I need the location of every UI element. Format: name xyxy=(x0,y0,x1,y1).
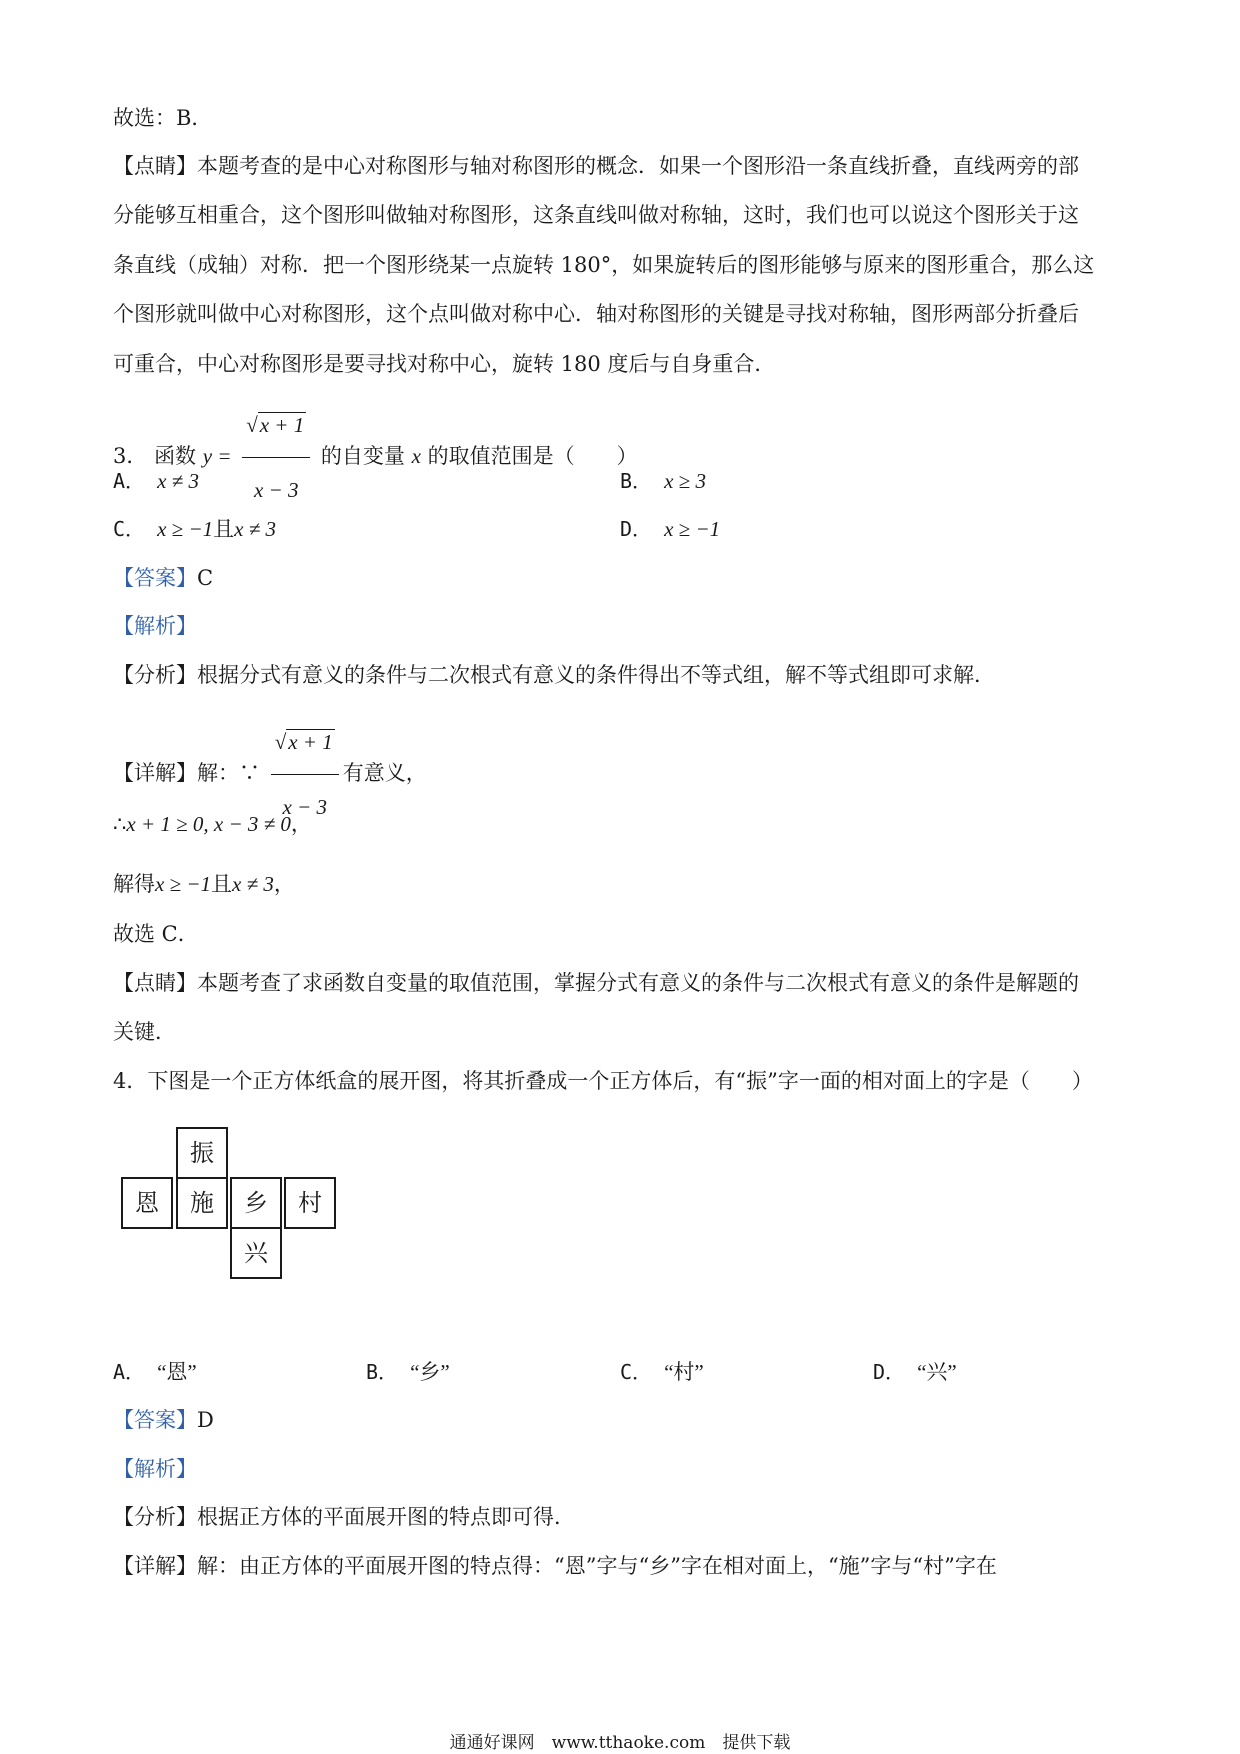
q3-option-d: D． x ≥ −1 xyxy=(620,517,721,541)
q3-step-2: 解得x ≥ −1且x ≠ 3， xyxy=(113,872,295,896)
q3-answer: 【答案】C xyxy=(113,566,214,590)
q3-analysis-tag: 【解析】 xyxy=(113,614,197,638)
question-number: 3． xyxy=(113,444,148,468)
q2-comment-line-3: 条直线（成轴）对称．把一个图形绕某一点旋转 180°，如果旋转后的图形能够与原来的图形重合，那么这 xyxy=(113,253,1095,277)
function-fraction: $\frac{√x + 1}{x - 3}$ xyxy=(242,395,310,520)
page-footer: 通通好课网 www.tthaoke.com 提供下载 xyxy=(449,1733,791,1753)
answer-tag: 【答案】 xyxy=(113,1408,197,1432)
q3-detail: 【详解】解：∵ $\frac{√x + 1}{x - 3}$ 有意义， xyxy=(113,712,427,837)
q4-answer: 【答案】D xyxy=(113,1408,214,1432)
q3-fenxi: 【分析】根据分式有意义的条件与二次根式有意义的条件得出不等式组，解不等式组即可求解． xyxy=(113,663,995,687)
q3-comment-line-1: 【点睛】本题考查了求函数自变量的取值范围，掌握分式有意义的条件与二次根式有意义的条件是解题的 xyxy=(113,971,1079,995)
q3-conclusion: 故选 C． xyxy=(113,922,199,946)
net-face-row-3: 乡 xyxy=(230,1177,282,1229)
detail-fraction: $\frac{√x + 1}{x - 3}$ xyxy=(271,712,339,837)
q4-option-b: B． “乡” xyxy=(366,1360,450,1384)
net-face-top: 振 xyxy=(176,1127,228,1179)
answer-tag: 【答案】 xyxy=(113,566,197,590)
q4-option-c: C． “村” xyxy=(620,1360,704,1384)
q3-option-a: A． x ≠ 3 xyxy=(113,469,199,493)
q2-conclusion: 故选：B． xyxy=(113,106,213,130)
q4-option-a: A． “恩” xyxy=(113,1360,197,1384)
q4-option-d: D． “兴” xyxy=(873,1360,957,1384)
net-face-row-4: 村 xyxy=(284,1177,336,1229)
q2-comment-line-5: 可重合，中心对称图形是要寻找对称中心，旋转 180 度后与自身重合． xyxy=(113,352,776,376)
q2-comment-line-1: 【点睛】本题考查的是中心对称图形与轴对称图形的概念．如果一个图形沿一条直线折叠，直线两旁的部 xyxy=(113,154,1079,178)
q4-stem: 4．下图是一个正方体纸盒的展开图，将其折叠成一个正方体后，有“振”字一面的相对面上的字是（ ） xyxy=(113,1069,1093,1093)
q4-detail: 【详解】解：由正方体的平面展开图的特点得：“恩”字与“乡”字在相对面上，“施”字与“村”字在 xyxy=(113,1554,997,1578)
sqrt-expression: √x + 1 xyxy=(246,413,305,437)
q2-comment-line-2: 分能够互相重合，这个图形叫做轴对称图形，这条直线叫做对称轴，这时，我们也可以说这个图形关于这 xyxy=(113,203,1079,227)
q4-fenxi: 【分析】根据正方体的平面展开图的特点即可得． xyxy=(113,1505,575,1529)
net-face-row-1: 恩 xyxy=(121,1177,173,1229)
q3-stem: 3． 函数 y = $\frac{√x + 1}{x - 3}$ 的自变量 x 的取值范围是（ ） xyxy=(113,395,638,520)
q3-comment-line-2: 关键． xyxy=(113,1020,176,1044)
net-face-bottom: 兴 xyxy=(230,1227,282,1279)
function-lhs: y = xyxy=(202,444,232,468)
net-face-row-2: 施 xyxy=(176,1177,228,1229)
comment-tag: 【点睛】 xyxy=(113,154,197,178)
q3-step-1: ∴x + 1 ≥ 0, x − 3 ≠ 0， xyxy=(113,812,312,836)
q3-option-b: B． x ≥ 3 xyxy=(620,469,706,493)
q3-option-c: C． x ≥ −1且x ≠ 3 xyxy=(113,517,276,541)
q2-comment-line-4: 个图形就叫做中心对称图形，这个点叫做对称中心．轴对称图形的关键是寻找对称轴，图形两部分折叠后 xyxy=(113,302,1079,326)
q4-analysis-tag: 【解析】 xyxy=(113,1457,197,1481)
